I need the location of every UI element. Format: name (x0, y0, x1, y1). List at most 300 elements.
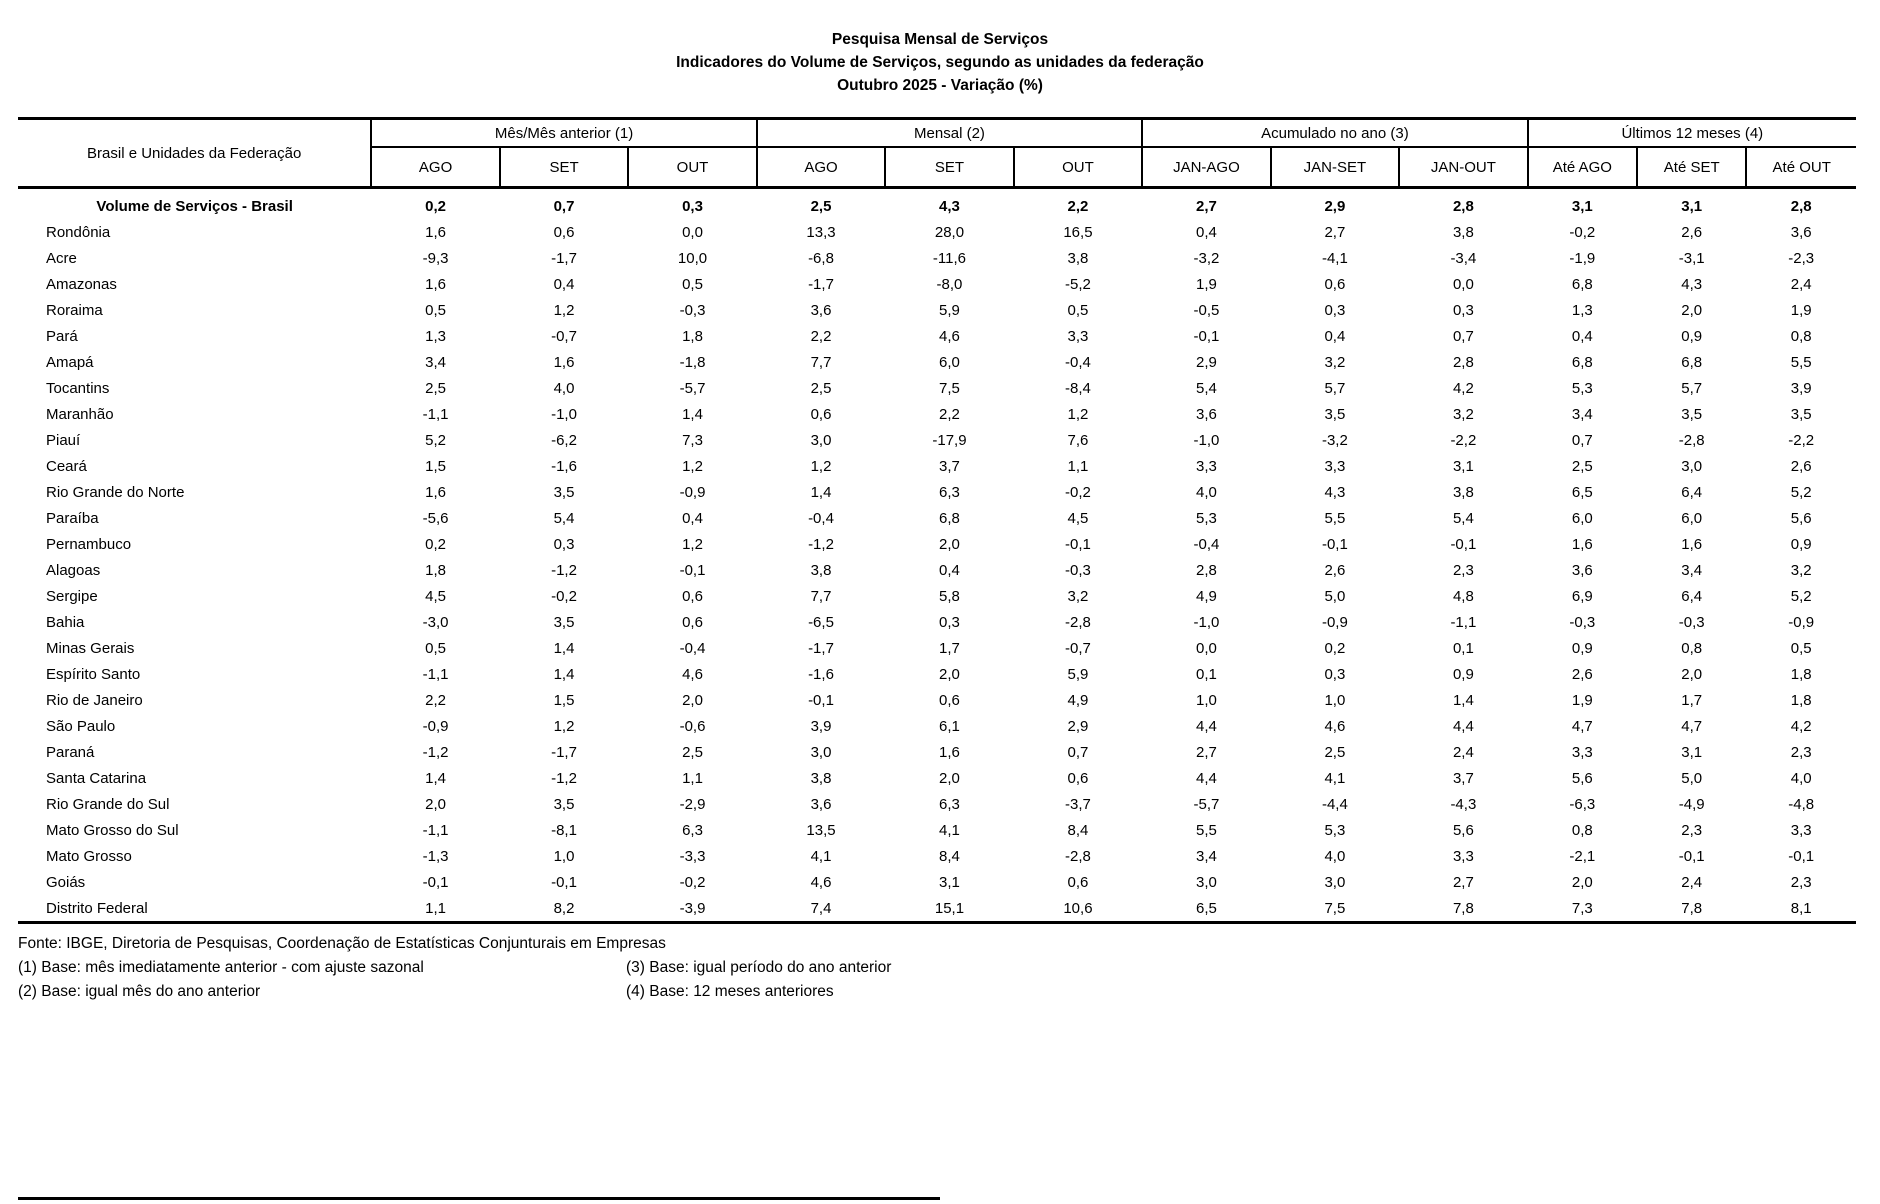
value-cell: -17,9 (932, 431, 967, 449)
row-label: Roraima (46, 301, 103, 319)
value-cell: 1,6 (1681, 535, 1703, 553)
table-row (18, 401, 1856, 427)
value-cell: 4,0 (553, 379, 575, 397)
value-cell: -1,7 (808, 639, 834, 657)
value-cell: 5,6 (1571, 769, 1593, 787)
value-cell: 5,7 (1324, 379, 1346, 397)
table-row (18, 791, 1856, 817)
value-cell: 2,5 (810, 379, 832, 397)
value-cell: 2,2 (1067, 197, 1089, 215)
value-cell: 3,9 (810, 717, 832, 735)
value-cell: 1,5 (553, 691, 575, 709)
value-cell: -0,1 (551, 873, 577, 891)
value-cell: 0,9 (1452, 665, 1474, 683)
value-cell: -11,6 (932, 249, 966, 267)
value-cell: 10,0 (677, 249, 708, 267)
value-cell: 0,6 (682, 587, 703, 605)
value-cell: 5,3 (1324, 821, 1346, 839)
value-cell: 0,8 (1571, 821, 1593, 839)
value-cell: 2,4 (1790, 275, 1812, 293)
value-cell: 2,6 (1571, 665, 1593, 683)
value-cell: 4,5 (1067, 509, 1089, 527)
value-cell: 5,9 (939, 301, 960, 319)
value-cell: -3,7 (1065, 795, 1091, 813)
value-cell: -4,3 (1450, 795, 1477, 813)
table-footer (18, 932, 1880, 1004)
value-cell: 3,5 (1681, 405, 1703, 423)
value-cell: 0,6 (1067, 769, 1089, 787)
value-cell: -0,4 (1065, 353, 1091, 371)
value-cell: 2,8 (1452, 197, 1474, 215)
row-label: Tocantins (46, 379, 110, 397)
value-cell: 1,3 (1571, 301, 1593, 319)
table-row (18, 869, 1856, 895)
value-cell: 3,9 (1790, 379, 1812, 397)
value-cell: 6,3 (939, 483, 960, 501)
value-cell: 7,5 (1324, 899, 1346, 917)
value-cell: 1,2 (810, 457, 832, 475)
value-cell: 3,3 (1195, 457, 1217, 475)
value-cell: 3,6 (810, 795, 832, 813)
value-cell: -0,2 (1569, 223, 1596, 241)
value-cell: 16,5 (1063, 223, 1093, 241)
value-cell: 5,2 (425, 431, 446, 449)
value-cell: 1,8 (1790, 691, 1812, 709)
value-cell: -0,1 (1788, 847, 1815, 865)
value-cell: -0,1 (808, 691, 834, 709)
value-cell: -0,1 (422, 873, 449, 891)
row-label: Ceará (46, 457, 87, 475)
value-cell: 3,5 (553, 613, 575, 631)
table-row (18, 817, 1856, 843)
value-cell: 0,6 (810, 405, 832, 423)
table-row (18, 635, 1856, 661)
value-cell: -0,4 (1193, 535, 1220, 553)
table-row (18, 765, 1856, 791)
value-cell: 3,5 (553, 795, 575, 813)
value-cell: 0,2 (1324, 639, 1346, 657)
value-cell: 3,6 (1571, 561, 1593, 579)
value-cell: 6,8 (939, 509, 960, 527)
value-cell: 0,6 (682, 613, 703, 631)
value-cell: 3,1 (1681, 743, 1703, 761)
report-period: Outubro 2025 - Variação (%) (837, 77, 1043, 94)
value-cell: -5,7 (679, 379, 706, 397)
value-cell: 2,8 (1452, 353, 1474, 371)
value-cell: 2,8 (1195, 561, 1217, 579)
table-row (18, 349, 1856, 375)
table-row (18, 297, 1856, 323)
value-cell: 6,4 (1681, 587, 1703, 605)
value-cell: -2,9 (679, 795, 706, 813)
value-cell: -2,2 (1450, 431, 1477, 449)
column-header: SET (885, 147, 1013, 188)
table-row (18, 188, 1856, 220)
corner-header: Brasil e Unidades da Federação (18, 119, 371, 188)
value-cell: 3,3 (1452, 847, 1474, 865)
value-cell: 0,6 (1324, 275, 1346, 293)
value-cell: 4,0 (1195, 483, 1217, 501)
row-label: Goiás (46, 873, 86, 891)
value-cell: 4,2 (1790, 717, 1812, 735)
value-cell: 2,0 (1571, 873, 1593, 891)
value-cell: 3,6 (810, 301, 832, 319)
value-cell: 2,5 (1571, 457, 1593, 475)
row-label: Minas Gerais (46, 639, 135, 657)
value-cell: -6,2 (551, 431, 577, 449)
table-row (18, 375, 1856, 401)
value-cell: -0,7 (1065, 639, 1091, 657)
table-row (18, 895, 1856, 923)
table-row (18, 453, 1856, 479)
value-cell: 7,5 (939, 379, 960, 397)
value-cell: 2,3 (1452, 561, 1474, 579)
value-cell: 1,4 (425, 769, 446, 787)
value-cell: 5,4 (553, 509, 575, 527)
value-cell: -5,7 (1193, 795, 1220, 813)
row-label: Pernambuco (46, 535, 132, 553)
column-header: JAN-SET (1271, 147, 1399, 188)
value-cell: 2,6 (1681, 223, 1703, 241)
value-cell: 3,2 (1324, 353, 1346, 371)
row-label: Mato Grosso (46, 847, 132, 865)
value-cell: -3,0 (422, 613, 449, 631)
value-cell: 0,5 (1067, 301, 1089, 319)
value-cell: -2,8 (1065, 613, 1091, 631)
table-header (18, 119, 1856, 188)
value-cell: -1,8 (679, 353, 706, 371)
value-cell: -0,3 (1065, 561, 1091, 579)
bottom-rule (18, 1197, 940, 1200)
footnote-4: (4) Base: 12 meses anteriores (626, 983, 834, 1000)
table-row (18, 219, 1856, 245)
value-cell: 4,4 (1195, 717, 1217, 735)
value-cell: 3,5 (553, 483, 575, 501)
row-label: Rio Grande do Norte (46, 483, 185, 501)
value-cell: 5,7 (1681, 379, 1703, 397)
value-cell: -1,7 (551, 249, 577, 267)
value-cell: 3,1 (939, 873, 960, 891)
value-cell: -4,1 (1321, 249, 1348, 267)
value-cell: 8,4 (939, 847, 960, 865)
value-cell: 2,0 (939, 665, 960, 683)
value-cell: 6,8 (1571, 275, 1593, 293)
group-header-2: Mensal (2) (757, 119, 1142, 148)
row-label: Espírito Santo (46, 665, 141, 683)
table-row (18, 739, 1856, 765)
value-cell: 28,0 (934, 223, 965, 241)
value-cell: 1,1 (682, 769, 703, 787)
row-label: Piauí (46, 431, 81, 449)
table-row (18, 661, 1856, 687)
value-cell: 0,1 (1452, 639, 1474, 657)
value-cell: -2,3 (1788, 249, 1815, 267)
value-cell: 5,8 (939, 587, 960, 605)
value-cell: 6,0 (1681, 509, 1703, 527)
footnote-1: (1) Base: mês imediatamente anterior - com ajuste sazonal (18, 959, 424, 976)
value-cell: 0,4 (553, 275, 575, 293)
value-cell: 1,4 (553, 665, 575, 683)
value-cell: 0,4 (1571, 327, 1593, 345)
value-cell: 2,0 (939, 535, 960, 553)
value-cell: 1,9 (1195, 275, 1217, 293)
value-cell: 4,3 (1681, 275, 1703, 293)
value-cell: 8,4 (1067, 821, 1089, 839)
value-cell: 8,2 (553, 899, 575, 917)
value-cell: 4,6 (939, 327, 960, 345)
value-cell: 2,3 (1790, 873, 1812, 891)
value-cell: -8,0 (936, 275, 963, 293)
value-cell: -0,3 (679, 301, 706, 319)
report-title-block (0, 28, 1880, 97)
table-row (18, 271, 1856, 297)
row-label: Sergipe (46, 587, 98, 605)
value-cell: 6,3 (939, 795, 960, 813)
value-cell: 2,5 (810, 197, 832, 215)
value-cell: -1,7 (551, 743, 577, 761)
value-cell: 1,6 (939, 743, 960, 761)
value-cell: 1,2 (553, 301, 575, 319)
value-cell: 13,3 (806, 223, 836, 241)
value-cell: -0,2 (679, 873, 706, 891)
value-cell: 1,0 (1324, 691, 1346, 709)
value-cell: 3,4 (1571, 405, 1593, 423)
footnote-3: (3) Base: igual período do ano anterior (626, 959, 892, 976)
row-label: Alagoas (46, 561, 101, 579)
value-cell: 1,0 (1195, 691, 1217, 709)
value-cell: 4,5 (425, 587, 446, 605)
row-label: Mato Grosso do Sul (46, 821, 179, 839)
value-cell: 1,8 (425, 561, 446, 579)
value-cell: 4,3 (939, 197, 960, 215)
value-cell: 3,5 (1790, 405, 1812, 423)
value-cell: 0,4 (1324, 327, 1346, 345)
value-cell: 5,5 (1790, 353, 1812, 371)
value-cell: -0,9 (1788, 613, 1815, 631)
value-cell: 0,7 (553, 197, 575, 215)
value-cell: 1,2 (682, 457, 703, 475)
value-cell: -0,9 (679, 483, 706, 501)
value-cell: 3,0 (1681, 457, 1703, 475)
table-row (18, 479, 1856, 505)
value-cell: 2,5 (425, 379, 446, 397)
value-cell: -6,5 (808, 613, 834, 631)
value-cell: -1,7 (808, 275, 834, 293)
value-cell: -1,2 (551, 769, 577, 787)
value-cell: 13,5 (806, 821, 836, 839)
value-cell: 5,9 (1067, 665, 1089, 683)
value-cell: 5,3 (1571, 379, 1593, 397)
value-cell: 6,4 (1681, 483, 1703, 501)
value-cell: 1,7 (939, 639, 960, 657)
value-cell: 3,0 (810, 743, 832, 761)
value-cell: 4,7 (1571, 717, 1593, 735)
value-cell: 2,9 (1195, 353, 1217, 371)
row-label: São Paulo (46, 717, 116, 735)
row-label: Paraná (46, 743, 95, 761)
value-cell: -1,2 (808, 535, 834, 553)
value-cell: -1,0 (1193, 613, 1220, 631)
column-header: JAN-OUT (1399, 147, 1527, 188)
value-cell: 1,6 (425, 223, 446, 241)
value-cell: 0,3 (553, 535, 575, 553)
value-cell: 1,1 (1067, 457, 1089, 475)
value-cell: -2,8 (1065, 847, 1091, 865)
group-header-3: Acumulado no ano (3) (1142, 119, 1527, 148)
row-label: Pará (46, 327, 78, 345)
table-row (18, 323, 1856, 349)
row-label: Amapá (46, 353, 94, 371)
value-cell: 3,3 (1571, 743, 1593, 761)
value-cell: 4,7 (1681, 717, 1703, 735)
row-label: Amazonas (46, 275, 117, 293)
value-cell: 0,4 (682, 509, 703, 527)
value-cell: 7,6 (1067, 431, 1089, 449)
row-label: Maranhão (46, 405, 114, 423)
value-cell: 0,6 (1067, 873, 1089, 891)
value-cell: -0,1 (1321, 535, 1348, 553)
value-cell: 5,2 (1790, 587, 1812, 605)
footnote-2: (2) Base: igual mês do ano anterior (18, 983, 261, 1000)
value-cell: 3,8 (810, 561, 832, 579)
value-cell: 4,4 (1452, 717, 1474, 735)
value-cell: 15,1 (934, 899, 965, 917)
value-cell: 4,8 (1452, 587, 1474, 605)
row-label: Rio Grande do Sul (46, 795, 170, 813)
value-cell: 4,6 (1324, 717, 1346, 735)
value-cell: 1,6 (553, 353, 575, 371)
value-cell: 1,0 (553, 847, 575, 865)
value-cell: -0,9 (1321, 613, 1348, 631)
value-cell: 2,0 (1681, 301, 1703, 319)
value-cell: 3,4 (1195, 847, 1217, 865)
value-cell: 1,2 (553, 717, 575, 735)
value-cell: 4,9 (1067, 691, 1089, 709)
value-cell: -5,2 (1065, 275, 1091, 293)
table-row (18, 609, 1856, 635)
table-row (18, 427, 1856, 453)
value-cell: 2,3 (1681, 821, 1703, 839)
value-cell: 2,4 (1681, 873, 1703, 891)
value-cell: 2,2 (810, 327, 832, 345)
table-row (18, 713, 1856, 739)
value-cell: 4,0 (1790, 769, 1812, 787)
row-label: Distrito Federal (46, 899, 148, 917)
table-row (18, 531, 1856, 557)
value-cell: -6,8 (808, 249, 834, 267)
value-cell: 0,3 (939, 613, 960, 631)
value-cell: 5,6 (1790, 509, 1812, 527)
value-cell: 5,5 (1195, 821, 1217, 839)
value-cell: 1,7 (1681, 691, 1703, 709)
value-cell: 4,2 (1452, 379, 1474, 397)
value-cell: 1,4 (682, 405, 703, 423)
value-cell: 1,6 (1571, 535, 1593, 553)
value-cell: 7,8 (1452, 899, 1474, 917)
report-subtitle: Indicadores do Volume de Serviços, segundo as unidades da federação (676, 54, 1204, 71)
value-cell: 0,3 (1324, 301, 1346, 319)
value-cell: 3,8 (1067, 249, 1089, 267)
value-cell: 6,5 (1195, 899, 1217, 917)
row-label: Paraíba (46, 509, 99, 527)
value-cell: 1,4 (1452, 691, 1474, 709)
value-cell: 5,3 (1195, 509, 1217, 527)
value-cell: 0,3 (1452, 301, 1474, 319)
column-header: OUT (628, 147, 757, 188)
value-cell: -3,3 (679, 847, 706, 865)
value-cell: 6,0 (1571, 509, 1593, 527)
value-cell: 2,2 (939, 405, 960, 423)
column-header: OUT (1014, 147, 1142, 188)
row-label: Santa Catarina (46, 769, 147, 787)
value-cell: 4,1 (939, 821, 960, 839)
value-cell: 2,0 (1681, 665, 1703, 683)
value-cell: -0,5 (1193, 301, 1220, 319)
value-cell: 0,4 (1195, 223, 1217, 241)
value-cell: 3,4 (425, 353, 446, 371)
value-cell: -1,1 (422, 405, 449, 423)
value-cell: 2,5 (1324, 743, 1346, 761)
value-cell: 7,7 (810, 353, 832, 371)
report-title: Pesquisa Mensal de Serviços (831, 31, 1049, 48)
footnotes (18, 956, 1880, 1004)
value-cell: 2,7 (1195, 743, 1217, 761)
value-cell: 0,7 (1067, 743, 1089, 761)
value-cell: 3,8 (1452, 483, 1474, 501)
value-cell: -8,4 (1065, 379, 1091, 397)
value-cell: 0,2 (425, 197, 446, 215)
value-cell: 2,6 (1790, 457, 1812, 475)
value-cell: -1,9 (1569, 249, 1596, 267)
table-row (18, 843, 1856, 869)
value-cell: 1,9 (1571, 691, 1593, 709)
value-cell: 1,6 (425, 483, 446, 501)
value-cell: 5,4 (1452, 509, 1474, 527)
value-cell: 2,0 (425, 795, 446, 813)
value-cell: 3,1 (1571, 197, 1593, 215)
column-header: Até SET (1637, 147, 1746, 188)
value-cell: 3,2 (1790, 561, 1812, 579)
value-cell: 6,0 (939, 353, 960, 371)
group-header-1: Mês/Mês anterior (1) (371, 119, 756, 148)
value-cell: -3,4 (1450, 249, 1477, 267)
value-cell: 3,0 (1195, 873, 1217, 891)
value-cell: 0,7 (1571, 431, 1593, 449)
value-cell: 0,9 (1790, 535, 1812, 553)
value-cell: 2,6 (1324, 561, 1346, 579)
value-cell: 3,6 (1790, 223, 1812, 241)
value-cell: 3,3 (1324, 457, 1346, 475)
value-cell: 5,2 (1790, 483, 1812, 501)
value-cell: 0,1 (1195, 665, 1217, 683)
value-cell: 1,5 (425, 457, 446, 475)
value-cell: -0,1 (1193, 327, 1220, 345)
source-note: Fonte: IBGE, Diretoria de Pesquisas, Coordenação de Estatísticas Conjunturais em Empresas (18, 935, 666, 952)
value-cell: 2,0 (939, 769, 960, 787)
value-cell: -0,7 (551, 327, 577, 345)
value-cell: 2,8 (1790, 197, 1812, 215)
value-cell: 10,6 (1063, 899, 1093, 917)
row-label: Bahia (46, 613, 85, 631)
value-cell: 2,9 (1067, 717, 1089, 735)
value-cell: 0,0 (1195, 639, 1217, 657)
value-cell: 1,2 (1067, 405, 1089, 423)
value-cell: -0,1 (1678, 847, 1705, 865)
column-header: JAN-AGO (1142, 147, 1270, 188)
value-cell: 0,3 (682, 197, 703, 215)
value-cell: 2,7 (1324, 223, 1346, 241)
value-cell: -9,3 (422, 249, 449, 267)
